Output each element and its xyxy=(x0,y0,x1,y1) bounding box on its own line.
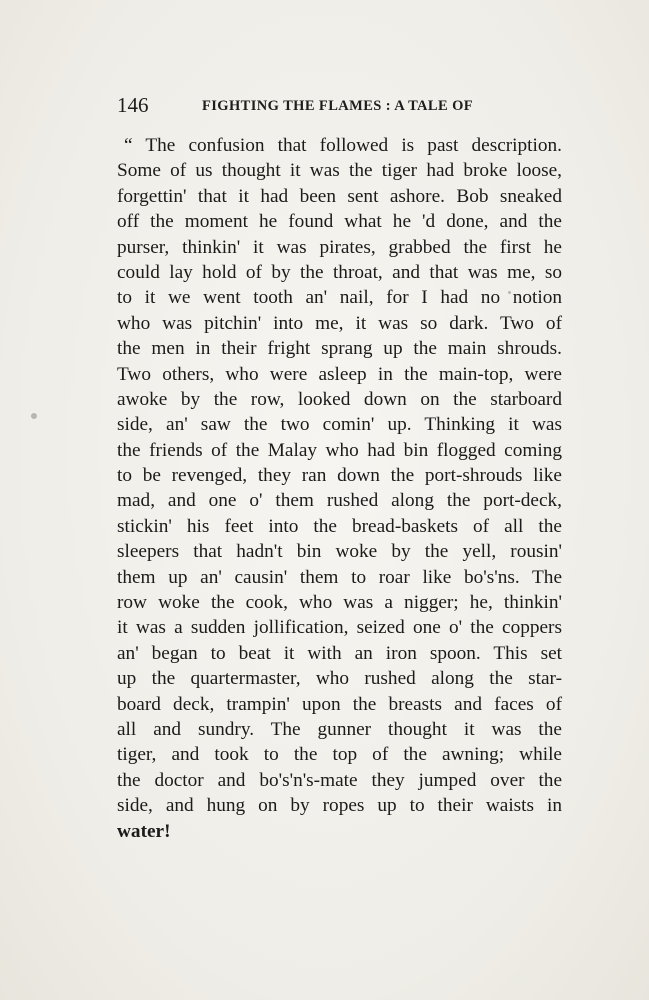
page-number: 146 xyxy=(117,93,149,117)
text-line: the men in their fright sprang up the main shrouds. xyxy=(117,338,562,360)
text-line: could lay hold of by the throat, and that was me, so xyxy=(117,261,562,283)
text-line: purser, thinkin' it was pirates, grabbed the first he xyxy=(117,236,562,258)
text-line: “ The confusion that followed is past description. xyxy=(124,135,562,156)
text-line: who was pitchin' into me, it was so dark. Two of xyxy=(117,312,562,334)
text-line: mad, and one o' them rushed along the port-deck, xyxy=(117,490,562,512)
text-line: Some of us thought it was the tiger had broke loose, xyxy=(117,160,562,182)
paper-speck xyxy=(31,413,37,419)
text-line: the friends of the Malay who had bin flogged coming xyxy=(117,439,562,461)
page-header xyxy=(117,92,577,118)
text-line: row woke the cook, who was a nigger; he, thinkin' xyxy=(117,592,562,614)
text-line: side, and hung on by ropes up to their waists in xyxy=(117,795,562,817)
text-line: all and sundry. The gunner thought it was the xyxy=(117,718,562,740)
text-line: stickin' his feet into the bread-baskets of all the xyxy=(117,515,562,537)
text-line: board deck, trampin' upon the breasts and faces of xyxy=(117,693,562,715)
text-line: forgettin' that it had been sent ashore. Bob sneaked xyxy=(117,185,562,207)
text-line: sleepers that hadn't bin woke by the yell, rousin' xyxy=(117,541,562,563)
text-line: it was a sudden jollification, seized one o' the coppers xyxy=(117,617,562,639)
text-line: Two others, who were asleep in the main-top, were xyxy=(117,363,562,385)
text-line: side, an' saw the two comin' up. Thinking it was xyxy=(117,414,562,436)
text-line: awoke by the row, looked down on the starboard xyxy=(117,388,562,410)
text-line: off the moment he found what he 'd done, and the xyxy=(117,211,562,233)
running-title: FIGHTING THE FLAMES : A TALE OF xyxy=(202,98,474,114)
text-line: up the quartermaster, who rushed along the star- xyxy=(117,668,562,690)
text-line: water! xyxy=(117,820,171,842)
text-line: an' began to beat it with an iron spoon. This set xyxy=(117,642,562,664)
text-line: the doctor and bo's'n's-mate they jumped over the xyxy=(117,769,562,791)
text-line: them up an' causin' them to roar like bo's'ns. The xyxy=(117,566,562,588)
body-paragraph xyxy=(117,133,562,844)
text-line: to it we went tooth an' nail, for I had no notion xyxy=(117,287,562,309)
text-line: to be revenged, they ran down the port-shrouds like xyxy=(117,465,562,487)
text-line: tiger, and took to the top of the awning; while xyxy=(117,744,562,766)
